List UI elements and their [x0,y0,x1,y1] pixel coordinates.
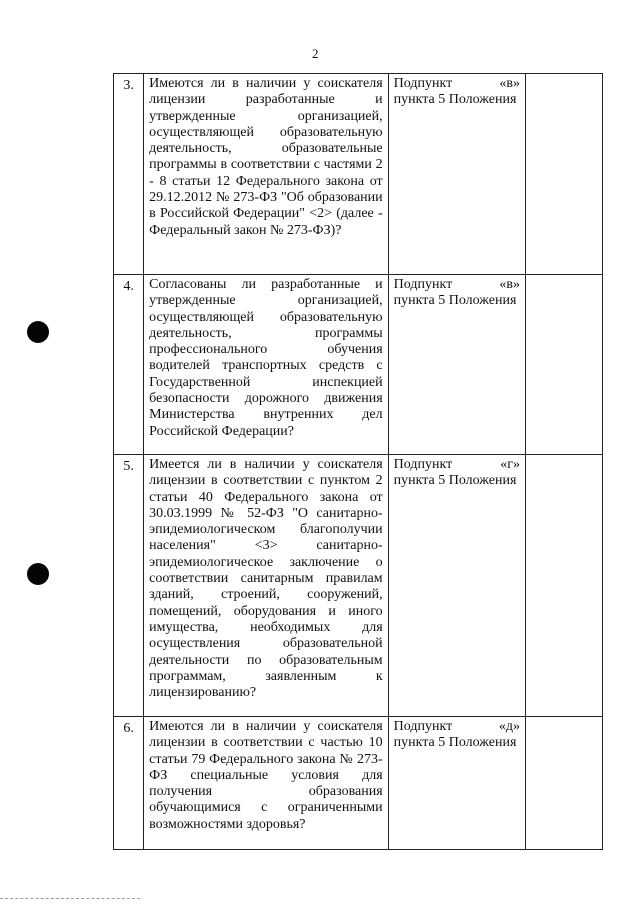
table-row [114,717,603,850]
answer-cell [525,455,602,717]
page-number: 2 [312,46,319,61]
punch-hole-top [27,321,49,343]
legal-reference: Подпункт «в» пункта 5 Положения [388,275,525,455]
answer-cell [525,717,602,850]
checklist-table [113,73,603,850]
question-text: Имеются ли в наличии у соискателя лицензии в соответствии с частью 10 статьи 79 Федерального закона № 273-ФЗ специальные условия для получения образования обучающимися с ограниченными возможностями здоровья? [144,717,389,850]
question-text: Согласованы ли разработанные и утвержденные организацией, осуществляющей образовательную деятельность, программы профессионального обучения водителей транспортных средств с Государственной инспекцией безопасности дорожного движения Министерства внутренних дел Российской Федерации? [144,275,389,455]
row-number: 4. [114,275,144,455]
punch-hole-bottom [27,563,49,585]
answer-cell [525,275,602,455]
question-text: Имеются ли в наличии у соискателя лицензии разработанные и утвержденные организацией, осуществляющей образовательную деятельность, образовательные программы в соответствии с частями 2 - 8 статьи 12 Федерального закона от 29.12.2012 № 273-ФЗ "Об образовании в Российской Федерации" <2> (далее - Федеральный закон № 273-ФЗ)? [144,74,389,275]
row-number: 5. [114,455,144,717]
legal-reference: Подпункт «г» пункта 5 Положения [388,455,525,717]
answer-cell [525,74,602,275]
scan-artifact-line [0,898,140,900]
row-number: 6. [114,717,144,850]
table-row [114,455,603,717]
row-number: 3. [114,74,144,275]
table-row [114,74,603,275]
legal-reference: Подпункт «д» пункта 5 Положения [388,717,525,850]
question-text: Имеется ли в наличии у соискателя лицензии в соответствии с пунктом 2 статьи 40 Федерального закона от 30.03.1999 № 52-ФЗ "О санитарно-эпидемиологическом благополучии населения" <3> санитарно-эпидемиологическое заключение о соответствии санитарным правилам зданий, строений, сооружений, помещений, оборудования и иного имущества, необходимых для осуществления образовательной деятельности по образовательным программам, заявленным к лицензированию? [144,455,389,717]
legal-reference: Подпункт «в» пункта 5 Положения [388,74,525,275]
table-row [114,275,603,455]
